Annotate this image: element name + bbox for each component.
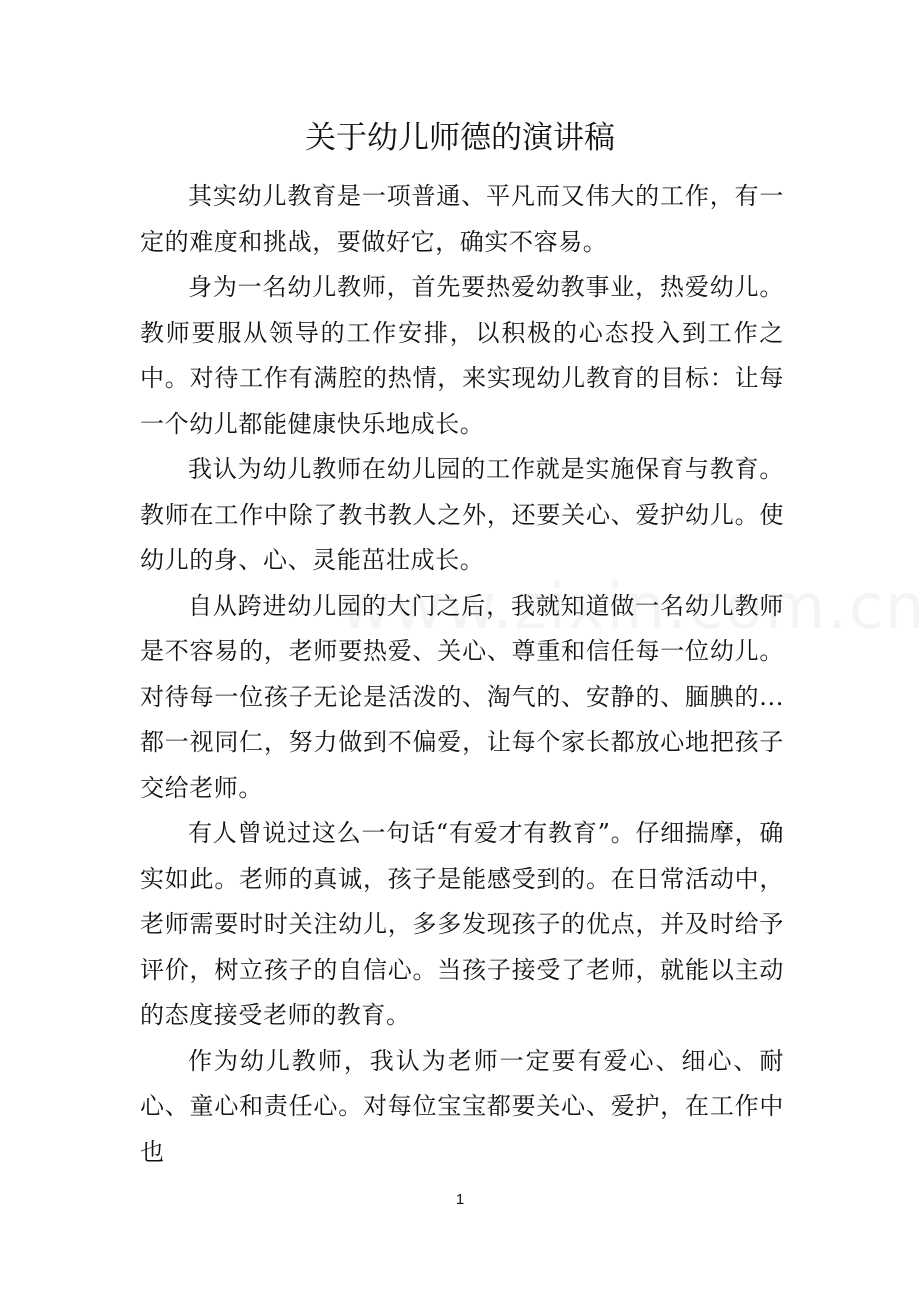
paragraph-1: 其实幼儿教育是一项普通、平凡而又伟大的工作，有一定的难度和挑战，要做好它，确实不容易。 bbox=[140, 182, 784, 256]
paragraph-4: 自从跨进幼儿园的大门之后，我就知道做一名幼儿教师是不容易的，老师要热爱、关心、尊重和信任每一位幼儿。对待每一位孩子无论是活泼的、淘气的、安静的、腼腆的...都一视同仁，努力做到不偏爱，让每个家长都放心地把孩子交给老师。 bbox=[140, 591, 784, 802]
page-number: 1 bbox=[455, 1191, 465, 1208]
paragraph-2: 身为一名幼儿教师，首先要热爱幼教事业，热爱幼儿。教师要服从领导的工作安排，以积极的心态投入到工作之中。对待工作有满腔的热情，来实现幼儿教育的目标：让每一个幼儿都能健康快乐地成长。 bbox=[140, 273, 784, 438]
paragraph-6: 作为幼儿教师，我认为老师一定要有爱心、细心、耐心、童心和责任心。对每位宝宝都要关心、爱护，在工作中也 bbox=[140, 1046, 784, 1166]
paragraph-5: 有人曾说过这么一句话“有爱才有教育”。仔细揣摩，确实如此。老师的真诚，孩子是能感受到的。在日常活动中，老师需要时时关注幼儿，多多发现孩子的优点，并及时给予评价，树立孩子的自信心。当孩子接受了老师，就能以主动的态度接受老师的教育。 bbox=[140, 819, 784, 1029]
document-body bbox=[140, 174, 784, 1175]
document-title: 关于幼儿师德的演讲稿 bbox=[305, 120, 615, 156]
paragraph-3: 我认为幼儿教师在幼儿园的工作就是实施保育与教育。教师在工作中除了教书教人之外，还要关心、爱护幼儿。使幼儿的身、心、灵能茁壮成长。 bbox=[140, 455, 784, 574]
